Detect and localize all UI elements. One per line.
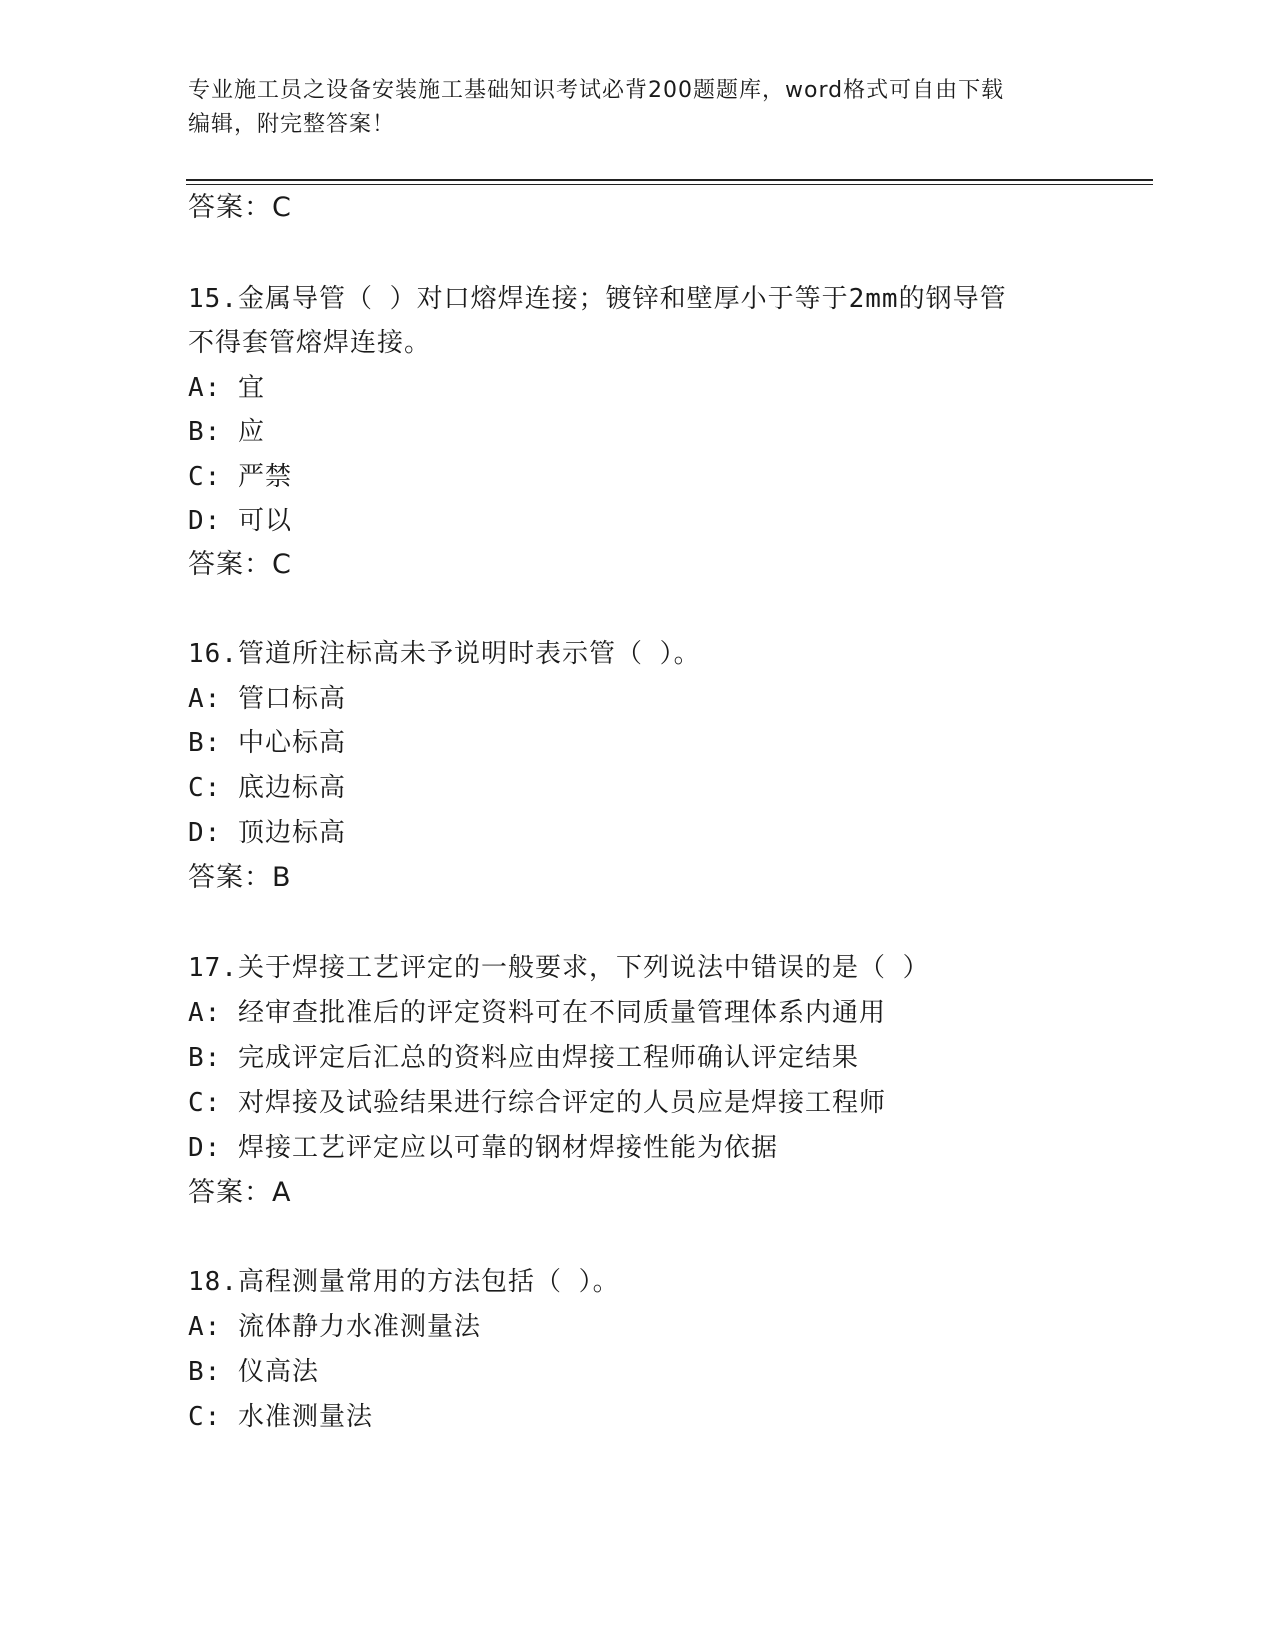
- question-15-option-d: D: 可以: [188, 506, 292, 536]
- question-18-option-c: C: 水准测量法: [188, 1402, 373, 1432]
- answer-16: 答案：B: [188, 862, 292, 893]
- header-rule-thin: [186, 184, 1153, 185]
- question-18-stem: 18.高程测量常用的方法包括（ ）。: [188, 1267, 620, 1297]
- question-15-stem-line-1: 15.金属导管（ ）对口熔焊连接；镀锌和壁厚小于等于2mm的钢导管: [188, 284, 1007, 314]
- question-18-option-b: B: 仪高法: [188, 1357, 319, 1387]
- question-17-option-c: C: 对焊接及试验结果进行综合评定的人员应是焊接工程师: [188, 1088, 886, 1118]
- question-17-option-a: A: 经审查批准后的评定资料可在不同质量管理体系内通用: [188, 998, 886, 1028]
- question-17-option-b: B: 完成评定后汇总的资料应由焊接工程师确认评定结果: [188, 1043, 859, 1073]
- question-16-option-b: B: 中心标高: [188, 728, 346, 758]
- header-line-1: 专业施工员之设备安装施工基础知识考试必背200题题库，word格式可自由下载: [188, 78, 1005, 103]
- answer-prev: 答案：C: [188, 192, 292, 223]
- question-15-option-c: C: 严禁: [188, 462, 292, 492]
- question-15-option-b: B: 应: [188, 417, 265, 447]
- question-16-option-c: C: 底边标高: [188, 773, 346, 803]
- question-16-option-d: D: 顶边标高: [188, 818, 346, 848]
- answer-17: 答案：A: [188, 1177, 292, 1208]
- document-header: [188, 74, 1078, 142]
- question-16-stem: 16.管道所注标高未予说明时表示管（ ）。: [188, 639, 701, 669]
- question-18-option-a: A: 流体静力水准测量法: [188, 1312, 481, 1342]
- header-line-2: 编辑，附完整答案！: [188, 112, 396, 137]
- question-15-option-a: A: 宜: [188, 373, 265, 403]
- header-rule-thick: [186, 179, 1153, 181]
- question-16-option-a: A: 管口标高: [188, 684, 346, 714]
- answer-15: 答案：C: [188, 549, 292, 580]
- question-15-stem-line-2: 不得套管熔焊连接。: [188, 328, 432, 358]
- question-17-option-d: D: 焊接工艺评定应以可靠的钢材焊接性能为依据: [188, 1133, 778, 1163]
- question-17-stem: 17.关于焊接工艺评定的一般要求，下列说法中错误的是（ ）: [188, 953, 930, 983]
